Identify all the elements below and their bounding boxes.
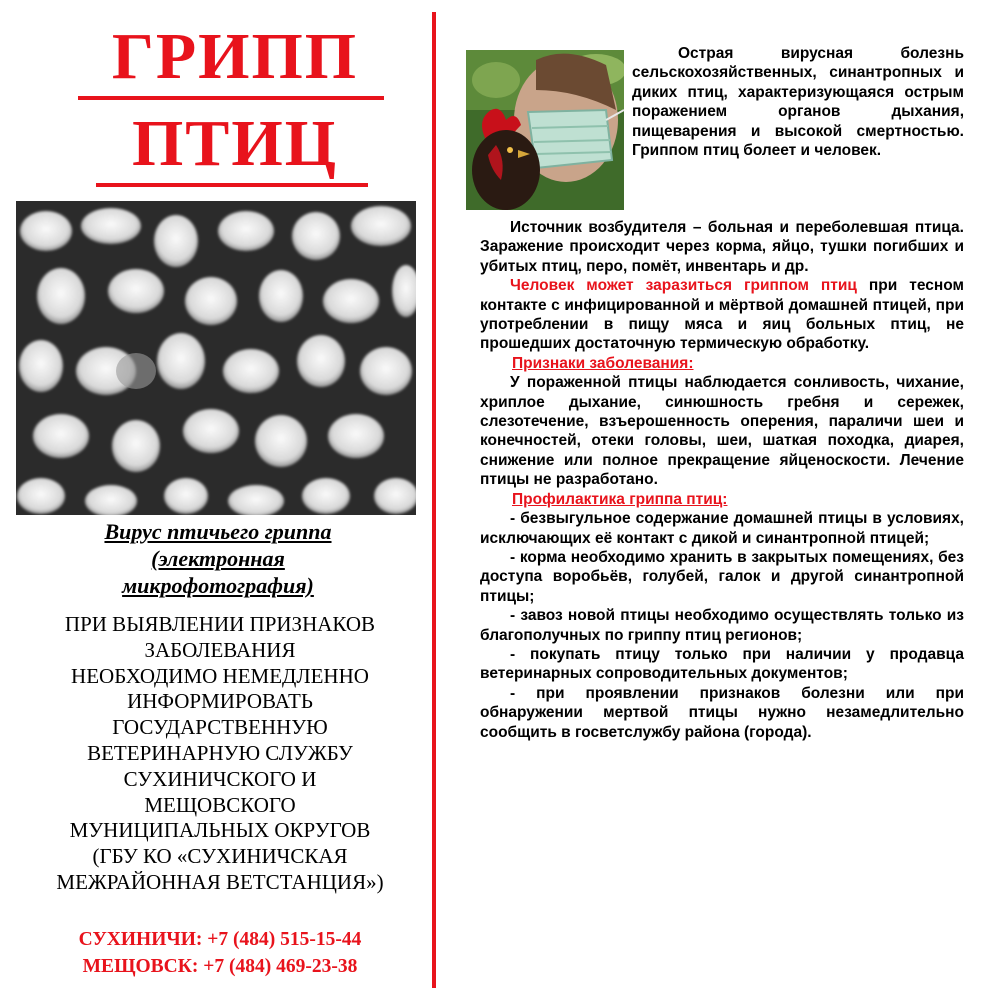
masked-person-with-rooster-photo [466,50,624,210]
signs-heading-row [480,354,964,373]
source-paragraph: Источник возбудителя – больная и переболевшая птица. Заражение происходит через корма, яйцо, тушки погибших и убитых птиц, перо, помёт, инвентарь и др. [480,219,964,275]
phone-sukhinichi: СУХИНИЧИ: +7 (484) 515-15-44 [78,929,362,950]
notice-line: ГОСУДАРСТВЕННУЮ [112,715,328,740]
title-line-2: ПТИЦ [131,107,339,180]
main-body [480,218,964,742]
notice-line: МЕЩОВСКОГО [144,792,296,817]
caption-line-2: (электронная [151,546,285,571]
human-infection-highlight: Человек может заразиться гриппом птиц [510,277,857,295]
notice-line: МУНИЦИПАЛЬНЫХ ОКРУГОВ [69,818,371,843]
title-rule-1 [78,96,384,100]
notice-line: МЕЖРАЙОННАЯ ВЕТСТАНЦИЯ») [56,869,384,894]
signs-heading: Признаки заболевания: [512,354,694,372]
virus-micrograph-image [16,201,416,515]
notice-line: НЕОБХОДИМО НЕМЕДЛЕННО [71,663,369,688]
notice-line: СУХИНИЧСКОГО И [123,766,317,791]
notice-line: ЗАБОЛЕВАНИЯ [144,637,296,662]
prevention-item: - при проявлении признаков болезни или при обнаружении мертвой птицы нужно незамедлительно сообщить в госветслужбу района (города). [480,684,964,741]
phone-meshchovsk: МЕЩОВСК: +7 (484) 469-23-38 [82,956,358,977]
title-rule-2 [96,183,368,187]
intro-paragraph: Острая вирусная болезнь сельскохозяйственных, синантропных и диких птиц, характеризующаяся острым поражением органов дыхания, пищеварения и высокой смертностью. Гриппом птиц болеет и человек. [632,45,964,160]
caption-line-1: Вирус птичьего гриппа [104,519,332,544]
caption-line-3: микрофотография) [122,573,314,598]
prevention-heading-row [480,490,964,509]
notice-line: (ГБУ КО «СУХИНИЧСКАЯ [92,844,348,869]
prevention-item: - завоз новой птицы необходимо осуществлять только из благополучных по гриппу птиц регионов; [480,607,964,644]
human-infection-rest: при тесном контакте с инфицированной и мёртвой домашней птицей, при употреблении в пищу мяса и яиц больных птиц, не прошедших достаточную термическую обработку. [480,277,964,353]
prevention-item: - корма необходимо хранить в закрытых помещениях, без доступа воробьёв, голубей, галок и другой синантропной птицы; [480,548,964,605]
notice-line: ВЕТЕРИНАРНУЮ СЛУЖБУ [87,740,353,765]
prevention-item: - безвыгульное содержание домашней птицы в условиях, исключающих её контакт с дикой и синантропной птицей; [480,510,964,547]
prevention-heading: Профилактика гриппа птиц: [512,490,728,508]
report-notice [10,612,430,896]
notice-line: ИНФОРМИРОВАТЬ [127,689,313,714]
signs-paragraph: У пораженной птицы наблюдается сонливость, чихание, хриплое дыхание, синюшность гребня и сережек, слезотечение, взъерошенность оперения, параличи шеи и конечностей, отеки головы, шеи, шаткая походка, диарея, снижение или полное прекращение яйценоскости. Лечение птицы не разработано. [480,374,964,489]
human-infection-paragraph [480,276,964,354]
micrograph-caption [18,518,418,599]
title-line-1: ГРИПП [111,20,359,93]
prevention-item: - покупать птицу только при наличии у продавца ветеринарных сопроводительных документов; [480,645,964,683]
notice-line: ПРИ ВЫЯВЛЕНИИ ПРИЗНАКОВ [64,612,376,636]
column-divider [432,12,436,988]
